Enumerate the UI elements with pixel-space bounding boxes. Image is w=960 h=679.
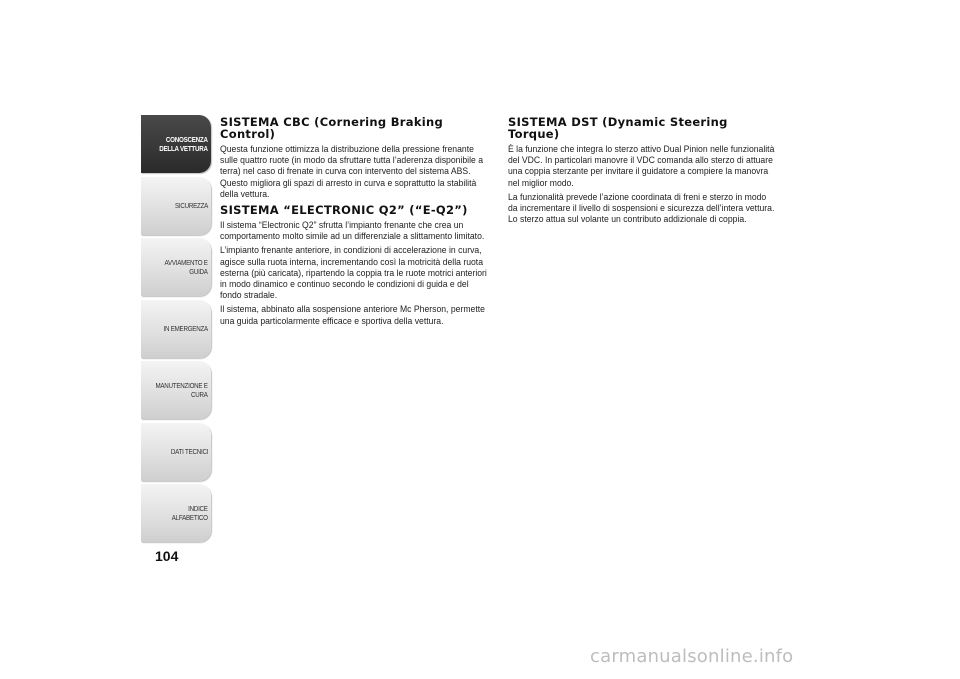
tab-conoscenza-della-vettura[interactable] (141, 115, 211, 173)
paragraph: Il sistema, abbinato alla sospensione anteriore Mc Pherson, permette una guida particolarmente efficace e sportiva della vettura. (220, 304, 485, 327)
tab-dati-tecnici[interactable] (141, 423, 211, 481)
chapter-tabs (141, 115, 211, 546)
page-number: 104 (155, 548, 179, 564)
tab-label: DATI TECNICI (170, 447, 208, 456)
paragraph: La funzionalità prevede l’azione coordinata di freni e sterzo in modo da incrementare il livello di sospensioni e sicurezza dell’intera vettura. Lo sterzo attua sul volante un contributo addizionale di coppia. (508, 191, 775, 226)
watermark: carmanualsonline.info (590, 646, 794, 667)
paragraph: È la funzione che integra lo sterzo attivo Dual Pinion nelle funzionalità del VDC. In particolari manovre il VDC comanda allo sterzo di attuare una coppia sterzante per invitare il guidatore a compiere la manovra nel miglior modo. (508, 144, 775, 189)
tab-label: SICUREZZA (174, 201, 208, 210)
section-title-e-q2: SISTEMA “ELECTRONIC Q2” (“E-Q2”) (220, 203, 468, 218)
tab-indice-alfabetico[interactable] (141, 484, 211, 542)
tab-avviamento-e-guida[interactable] (141, 238, 211, 296)
paragraph: Questa funzione ottimizza la distribuzione della pressione frenante sulle quattro ruote (in modo da sfruttare tutta l’aderenza disponibile a terra) nel caso di frenate in curva con intervento del sistema ABS. Questo migliora gli spazi di arresto in curva e soprattutto la stabilità della vettura. (220, 144, 484, 200)
section-title-dst: SISTEMA DST (Dynamic Steering Torque) (508, 115, 728, 141)
paragraph: L’impianto frenante anteriore, in condizioni di accelerazione in curva, agisce sulla ruota interna, incrementando così la motricità della ruota esterna (più caricata), ripartendo la coppia tra le ruote motrici anteriori in modo dinamico e continuo secondo le condizioni di guida e del fondo stradale. (220, 245, 487, 302)
section-title-cbc: SISTEMA CBC (Cornering Braking Control) (220, 115, 444, 141)
tab-label: IN EMERGENZA (163, 324, 208, 333)
tab-label: CONOSCENZA DELLA VETTURA (159, 135, 208, 153)
tab-in-emergenza[interactable] (141, 300, 211, 358)
tab-manutenzione-e-cura[interactable] (141, 361, 211, 419)
tab-label: INDICE ALFABETICO (171, 504, 208, 522)
right-column (508, 116, 778, 228)
left-column (220, 116, 490, 330)
paragraph: Il sistema “Electronic Q2” sfrutta l’impianto frenante che crea un comportamento molto simile ad un differenziale a slittamento limitato. (220, 220, 485, 243)
tab-label: MANUTENZIONE E CURA (155, 381, 208, 399)
tab-sicurezza[interactable] (141, 177, 211, 235)
tab-label: AVVIAMENTO E GUIDA (164, 258, 208, 276)
